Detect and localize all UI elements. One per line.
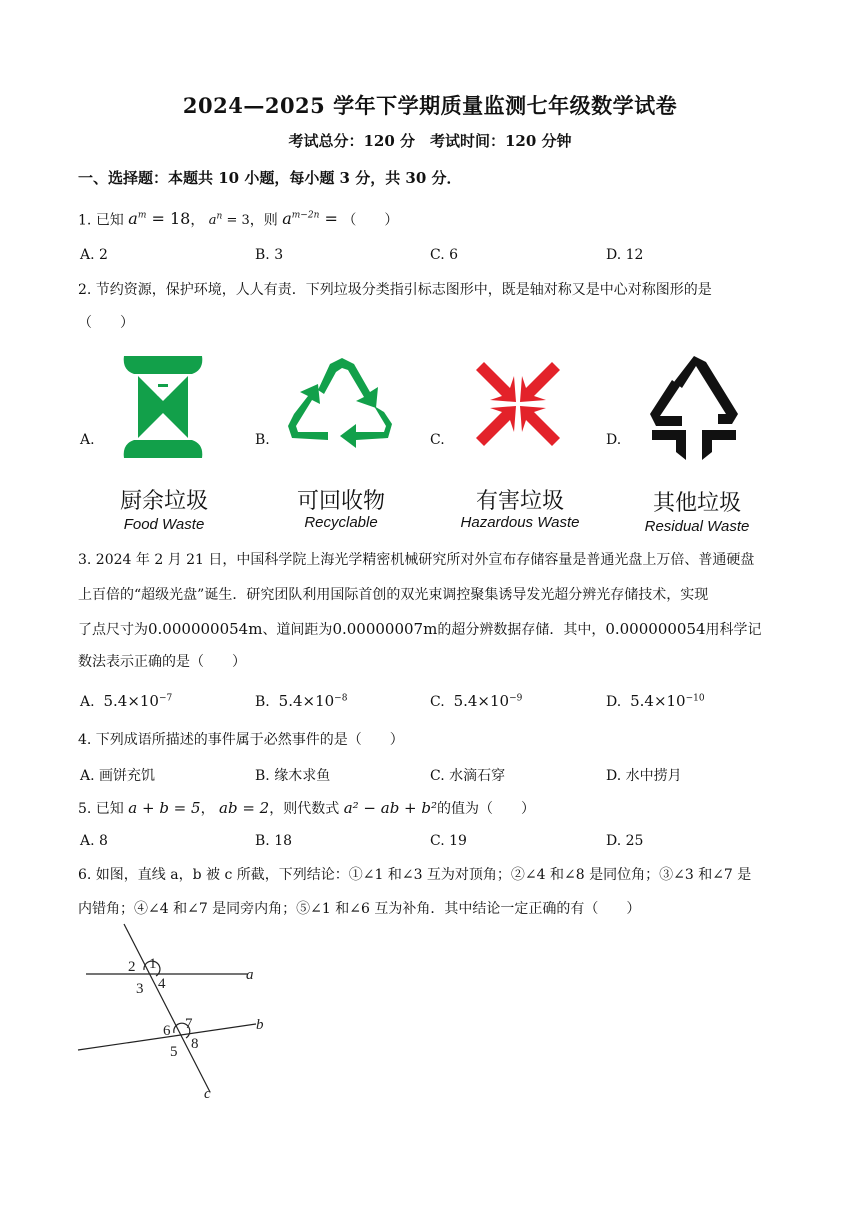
q4-option-b[interactable]: B. 缘木求鱼 xyxy=(255,768,331,784)
recyclable-logo[interactable] xyxy=(284,354,399,459)
q3-option-d[interactable]: D. $5.4\times 10^{-10}$ xyxy=(606,692,705,710)
section-heading: 一、选择题：本题共 10 小题，每小题 3 分，共 30 分． xyxy=(78,169,462,187)
exam-title: 2024—2025 学年下学期质量监测七年级数学试卷 xyxy=(182,93,678,118)
q5-option-a[interactable]: A. 8 xyxy=(80,833,108,849)
q4-option-c[interactable]: C. 水滴石穿 xyxy=(430,768,506,784)
exam-subtitle: 考试总分：120 分 考试时间：120 分钟 xyxy=(288,132,572,150)
q3-option-c[interactable]: C. $5.4\times 10^{-9}$ xyxy=(430,692,523,710)
q5-option-c[interactable]: C. 19 xyxy=(430,833,467,849)
caption-cn-d: 其他垃圾 xyxy=(652,491,741,516)
q1-expr-3: $a^{m-2n}$ = xyxy=(282,209,338,229)
q5-option-d[interactable]: D. 25 xyxy=(606,833,644,849)
q3-option-a[interactable]: A. $5.4\times 10^{-7}$ xyxy=(80,692,173,710)
q6-line-2: 内错角；④∠4 和∠7 是同旁内角；⑤∠1 和∠6 互为补角．其中结论一定正确的有（ ） xyxy=(78,901,641,917)
caption-en-c: Hazardous Waste xyxy=(460,514,580,531)
q1-option-c[interactable]: C. 6 xyxy=(430,247,459,263)
residual-waste-logo[interactable] xyxy=(646,352,742,462)
q1-option-a[interactable]: A. 2 xyxy=(80,247,108,263)
q2-option-a-letter[interactable]: A. xyxy=(80,432,95,448)
q3-option-b[interactable]: B. $5.4\times 10^{-8}$ xyxy=(255,692,348,710)
q2-line-2: （ ） xyxy=(78,315,134,331)
q2-option-b-letter[interactable]: B. xyxy=(255,432,270,448)
caption-en-a: Food Waste xyxy=(123,516,205,533)
angle-2: 2 xyxy=(128,959,136,975)
label-a: a xyxy=(246,967,254,983)
q3-line-1: 3. 2024 年 2 月 21 日，中国科学院上海光学精密机械研究所对外宣布存储容量是普通光盘上万倍、普通硬盘 xyxy=(78,552,755,568)
angle-5: 5 xyxy=(170,1044,178,1060)
q3-line-3: 了点尺寸为0.000000054m、道间距为0.00000007m的超分辨数据存储．其中，0.000000054用科学记 xyxy=(78,620,762,638)
q5-option-b[interactable]: B. 18 xyxy=(255,833,293,849)
q3-line-4: 数法表示正确的是（ ） xyxy=(78,654,246,670)
q2-option-d-letter[interactable]: D. xyxy=(606,432,622,448)
angle-3: 3 xyxy=(136,981,144,997)
caption-cn-c: 有害垃圾 xyxy=(475,489,564,514)
q1-option-b[interactable]: B. 3 xyxy=(255,247,284,263)
q6-figure xyxy=(72,920,282,1100)
food-waste-logo[interactable] xyxy=(118,352,208,462)
q1-paren: （ ） xyxy=(342,212,399,229)
q1-option-d[interactable]: D. 12 xyxy=(606,247,644,263)
angle-4: 4 xyxy=(158,976,166,992)
angle-8: 8 xyxy=(191,1036,199,1052)
angle-6: 6 xyxy=(163,1023,171,1039)
caption-en-d: Residual Waste xyxy=(644,518,750,535)
q1-number: 1. xyxy=(78,212,92,229)
q2-line-1: 2. 节约资源，保护环境，人人有责．下列垃圾分类指引标志图形中，既是轴对称又是中心对称图形的是 xyxy=(78,282,712,298)
caption-cn-b: 可回收物 xyxy=(296,489,385,514)
q2-option-c-letter[interactable]: C. xyxy=(430,432,445,448)
line-c xyxy=(124,924,210,1092)
question-1: 1. 已知 $a^m = 18$， $a^n = 3$，则 $a^{m-2n}$ = （ ） xyxy=(78,209,399,229)
q1-expr-1: $a^m = 18$ xyxy=(128,209,191,229)
caption-cn-a: 厨余垃圾 xyxy=(119,489,208,514)
caption-en-b: Recyclable xyxy=(304,514,378,531)
q6-line-1: 6. 如图，直线 a，b 被 c 所截，下列结论：①∠1 和∠3 互为对顶角；②∠4 和∠8 是同位角；③∠3 和∠7 是 xyxy=(78,867,752,883)
q4-text: 4. 下列成语所描述的事件属于必然事件的是（ ） xyxy=(78,732,404,748)
angle-7: 7 xyxy=(185,1016,193,1032)
q3-line-2: 上百倍的“超级光盘”诞生．研究团队利用国际首创的双光束调控聚集诱导发光超分辨光存储技术，实现 xyxy=(78,587,709,603)
label-c: c xyxy=(204,1086,211,1100)
q1-expr-2: $a^n = 3$ xyxy=(208,212,250,229)
hazardous-logo[interactable] xyxy=(470,356,566,452)
q4-option-a[interactable]: A. 画饼充饥 xyxy=(80,768,156,784)
q1-text-a: 已知 xyxy=(95,212,124,229)
q4-option-d[interactable]: D. 水中捞月 xyxy=(606,768,682,784)
q5-text: 5. 已知 a + b = 5， ab = 2，则代数式 a² − ab + b²的值为（ ） xyxy=(78,799,536,817)
label-b: b xyxy=(256,1017,264,1033)
angle-1: 1 xyxy=(149,956,157,972)
